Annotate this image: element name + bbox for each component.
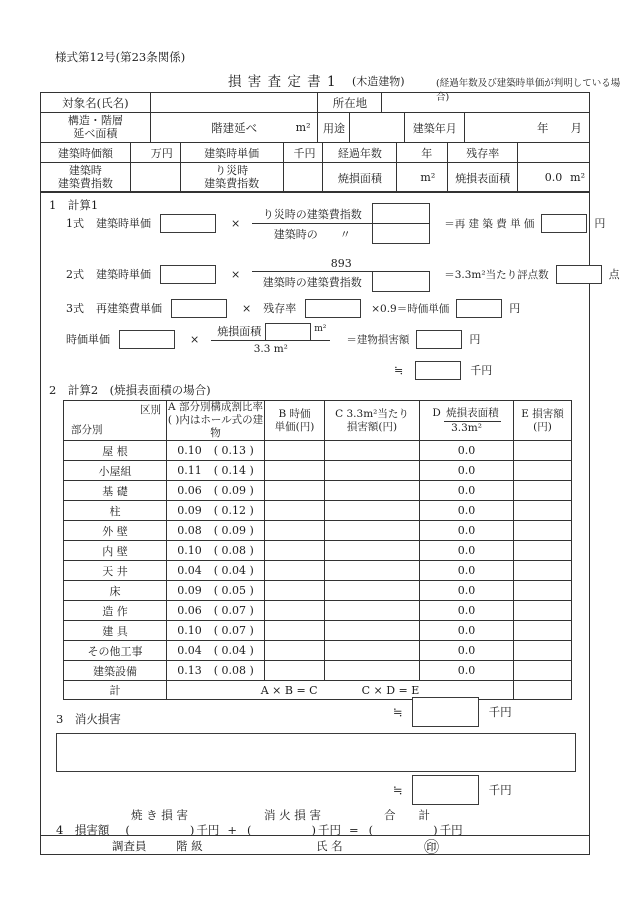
main-calculation-box — [40, 191, 620, 856]
eq3-times-sign: × — [242, 301, 252, 315]
parts-table-body — [64, 441, 572, 681]
corner-header-cell — [64, 401, 167, 441]
part-label: 外 壁 — [64, 521, 167, 541]
eq4-result-label: ＝建物損害額 — [346, 333, 410, 346]
ratio-cell — [167, 441, 265, 461]
eq2-lhs-label: 建築時単価 — [96, 268, 151, 281]
e-damage-cell[interactable] — [514, 541, 572, 561]
equation-4-approx — [394, 360, 492, 380]
e-damage-cell[interactable] — [514, 501, 572, 521]
d-burned-surface-value: 0.0 — [420, 481, 514, 501]
rank-label: 階 級 — [176, 839, 203, 853]
table-row — [64, 641, 572, 661]
d-burned-surface-value: 0.0 — [420, 541, 514, 561]
hall-ratio-value: ( 0.14 ) — [213, 464, 254, 478]
name-label: 氏 名 — [316, 839, 343, 853]
calc2-total-field[interactable] — [412, 697, 479, 727]
built-unit-price-label: 建築時単価 — [181, 143, 284, 163]
ratio-value: 0.06 — [177, 484, 202, 498]
eq2-points-unit: 点 — [608, 268, 620, 281]
eq1-lhs-label: 建築時単価 — [96, 217, 151, 230]
corner-top-label: 区別 — [140, 404, 161, 416]
b-unit-price-cell[interactable] — [265, 661, 325, 681]
approx-sign: ≒ — [393, 705, 403, 719]
thousand-yen-unit: 千円 — [470, 364, 493, 377]
burned-area-label: 焼損面積 — [323, 163, 397, 193]
ratio-cell — [167, 481, 265, 501]
table-row — [64, 501, 572, 521]
header-row-1 — [41, 93, 590, 113]
ratio-value: 0.10 — [177, 544, 202, 558]
c-damage-cell[interactable] — [325, 521, 420, 541]
floors-area-field[interactable] — [151, 113, 319, 143]
surveyor-label: 調査員 — [112, 839, 147, 853]
usage-label: 用途 — [318, 113, 350, 143]
d-burned-surface-value: 0.0 — [420, 501, 514, 521]
b-unit-price-cell[interactable] — [265, 541, 325, 561]
b-unit-price-cell[interactable] — [265, 501, 325, 521]
built-value-field[interactable]: 万円 — [131, 143, 181, 163]
section4-label: 4 損害額 — [56, 823, 110, 837]
table-row — [64, 621, 572, 641]
table-row — [64, 441, 572, 461]
calc2-approx-row — [393, 697, 512, 727]
section4-formula-row: 4 損害額 ( ) 千円 + ( ) 千円 = ( ) 千円 — [56, 823, 463, 837]
eq2-number: 2式 — [66, 268, 84, 281]
equals-sign: = — [348, 823, 359, 837]
ratio-cell — [167, 541, 265, 561]
eq4-yen-unit: 円 — [469, 333, 481, 346]
hall-ratio-value: ( 0.07 ) — [213, 624, 254, 638]
e-damage-cell[interactable] — [514, 621, 572, 641]
floors-text: 階建延べ — [211, 120, 258, 135]
eq3-result-field[interactable] — [456, 299, 502, 318]
building-damage-thousand-yen-field[interactable] — [415, 361, 461, 380]
hall-ratio-value: ( 0.04 ) — [213, 564, 254, 578]
eq3-yen-unit: 円 — [509, 302, 521, 315]
ratio-value: 0.09 — [177, 504, 202, 518]
eq3-result-label: ×0.9＝時価単価 — [371, 302, 450, 315]
eq1-result-label: ＝再 建 築 費 単 価 — [444, 217, 535, 230]
e-damage-cell[interactable] — [514, 561, 572, 581]
d-burned-surface-value: 0.0 — [420, 561, 514, 581]
eq1-times-sign: × — [231, 216, 241, 230]
ratio-value: 0.10 — [177, 444, 202, 458]
c-damage-cell[interactable] — [325, 641, 420, 661]
table-row — [64, 521, 572, 541]
table-row — [64, 481, 572, 501]
section3-approx-row — [393, 775, 512, 805]
hall-ratio-value: ( 0.04 ) — [213, 644, 254, 658]
eq1-denominator-label: 建築時の 〃 — [273, 227, 351, 241]
subtitle-building-type: (木造建物) — [352, 75, 405, 88]
built-date-label: 建築年月 — [405, 113, 465, 143]
eq2-fraction — [252, 257, 430, 292]
c-damage-cell[interactable] — [325, 501, 420, 521]
month-unit: 月 — [570, 120, 582, 135]
table-row — [64, 581, 572, 601]
c-damage-cell[interactable] — [325, 461, 420, 481]
total-label: 計 — [64, 681, 167, 700]
d-burned-surface-value: 0.0 — [420, 521, 514, 541]
part-label: 造 作 — [64, 601, 167, 621]
e-damage-cell[interactable] — [514, 581, 572, 601]
structure-area-label: 構造・階層 延べ面積 — [41, 113, 151, 143]
table-header-row — [64, 401, 572, 441]
eq1-unit-price-field[interactable] — [160, 214, 216, 233]
c-damage-cell[interactable] — [325, 621, 420, 641]
b-unit-price-cell[interactable] — [265, 641, 325, 661]
b-unit-price-cell[interactable] — [265, 521, 325, 541]
usage-field[interactable] — [350, 113, 405, 143]
formula-cde: C × D = E — [361, 683, 420, 697]
ratio-cell — [167, 621, 265, 641]
location-label: 所在地 — [318, 93, 382, 113]
section3-label: 3 消火損害 — [56, 712, 121, 726]
table-row — [64, 561, 572, 581]
hall-ratio-value: ( 0.08 ) — [213, 544, 254, 558]
hall-ratio-value: ( 0.13 ) — [213, 444, 254, 458]
eq4-current-price-field[interactable] — [119, 330, 175, 349]
header-table — [40, 92, 590, 193]
form-number: 様式第12号(第23条関係) — [55, 50, 186, 64]
section2-label: 2 計算2 (焼損表面積の場合) — [49, 383, 211, 397]
ratio-value: 0.04 — [177, 564, 202, 578]
formula-abc: A × B = C — [260, 683, 318, 697]
extinguishing-damage-notes-field[interactable] — [56, 733, 576, 772]
eq2-denominator-label: 建築時の建築費指数 — [262, 275, 362, 289]
eq4-lhs-label: 時価単価 — [66, 333, 110, 346]
subtitle-condition: (経過年数及び建築時単価が判明している場合) — [436, 78, 621, 103]
header-row-2 — [41, 113, 590, 143]
burned-area-field[interactable]: m² — [397, 163, 448, 193]
d-burned-surface-value: 0.0 — [420, 661, 514, 681]
page-title: 損 害 査 定 書 1 — [228, 74, 337, 90]
burned-surface-label: 焼損表面積 — [448, 163, 518, 193]
hall-ratio-value: ( 0.09 ) — [213, 524, 254, 538]
eq2-result-label: ＝3.3m²当たり評点数 — [444, 268, 549, 281]
eq4-burned-area-field[interactable] — [265, 323, 311, 340]
col-e-header: E 損害額(円) — [514, 401, 572, 441]
ratio-value: 0.04 — [177, 644, 202, 658]
header-row-3 — [41, 143, 590, 163]
hall-ratio-value: ( 0.12 ) — [213, 504, 254, 518]
col-b-header: B 時価 単価(円) — [265, 401, 325, 441]
eq3-number: 3式 — [66, 302, 84, 315]
table-row — [64, 461, 572, 481]
burned-surface-unit: m² — [570, 171, 585, 184]
b-unit-price-cell[interactable] — [265, 581, 325, 601]
eq2-result-field[interactable] — [556, 265, 602, 284]
built-index-label: 建築時 建築費指数 — [41, 163, 131, 193]
table-row — [64, 661, 572, 681]
approx-sign: ≒ — [393, 783, 403, 797]
surveyor-footer-row — [41, 835, 589, 855]
d-burned-surface-value: 0.0 — [420, 461, 514, 481]
target-name-field[interactable] — [151, 93, 319, 113]
built-date-field[interactable] — [465, 113, 590, 143]
d-burned-surface-value: 0.0 — [420, 601, 514, 621]
c-damage-cell[interactable] — [325, 661, 420, 681]
ratio-cell — [167, 641, 265, 661]
target-name-label: 対象名(氏名) — [41, 93, 151, 113]
ratio-cell — [167, 461, 265, 481]
e-damage-cell[interactable] — [514, 481, 572, 501]
part-label: 床 — [64, 581, 167, 601]
eq1-yen-unit: 円 — [594, 217, 606, 230]
eq1-numerator-field[interactable] — [372, 203, 430, 223]
extinguish-damage-label: 消 火 損 害 — [264, 808, 321, 822]
burn-damage-label: 焼 き 損 害 — [131, 808, 188, 822]
built-index-field[interactable] — [131, 163, 181, 193]
plus-sign: + — [227, 823, 237, 837]
e-damage-cell[interactable] — [514, 601, 572, 621]
ratio-cell — [167, 521, 265, 541]
c-damage-cell[interactable] — [325, 581, 420, 601]
part-label: 柱 — [64, 501, 167, 521]
d-burned-surface-value: 0.0 — [420, 641, 514, 661]
eq4-numerator-unit: m² — [314, 324, 327, 334]
corner-bottom-label: 部分別 — [71, 424, 103, 437]
eq1-fraction — [252, 203, 430, 244]
eq4-numerator-label: 焼損面積 — [217, 325, 262, 338]
thousand-yen-unit: 千円 — [488, 783, 512, 797]
remain-rate-field[interactable] — [518, 143, 590, 163]
b-unit-price-cell[interactable] — [265, 441, 325, 461]
e-damage-cell[interactable] — [514, 641, 572, 661]
ratio-cell — [167, 501, 265, 521]
year-unit: 年 — [537, 120, 549, 135]
ratio-cell — [167, 581, 265, 601]
d-burned-surface-value: 0.0 — [420, 441, 514, 461]
eq3-rebuild-price-field[interactable] — [171, 299, 227, 318]
eq4-times-sign: × — [190, 332, 200, 346]
burned-surface-value-cell — [518, 163, 590, 193]
c-damage-cell[interactable] — [325, 481, 420, 501]
b-unit-price-cell[interactable] — [265, 601, 325, 621]
header-row-4 — [41, 163, 590, 193]
e-damage-cell[interactable] — [514, 661, 572, 681]
b-unit-price-cell[interactable] — [265, 481, 325, 501]
eq2-unit-price-field[interactable] — [160, 265, 216, 284]
seal-mark: ㊞ — [424, 838, 440, 856]
grand-total-label: 合 計 — [384, 808, 430, 822]
eq3-remain-rate-field[interactable] — [305, 299, 361, 318]
part-label: 天 井 — [64, 561, 167, 581]
burned-surface-value: 0.0 — [544, 171, 563, 184]
thousand-yen-unit: 千円 — [488, 705, 512, 719]
thousand-yen-unit: 千円 — [317, 823, 341, 837]
b-unit-price-cell[interactable] — [265, 561, 325, 581]
eq2-times-sign: × — [231, 267, 241, 281]
c-damage-cell[interactable] — [325, 541, 420, 561]
equation-2 — [66, 254, 620, 294]
thousand-yen-unit: 千円 — [439, 823, 463, 837]
ratio-value: 0.08 — [177, 524, 202, 538]
part-label: 内 壁 — [64, 541, 167, 561]
eq4-result-field[interactable] — [416, 330, 462, 349]
e-damage-cell[interactable] — [514, 441, 572, 461]
equation-3 — [66, 298, 520, 318]
hall-ratio-value: ( 0.09 ) — [213, 484, 254, 498]
built-value-label: 建築時価額 — [41, 143, 131, 163]
part-label: 建築設備 — [64, 661, 167, 681]
equation-4 — [66, 320, 480, 358]
disaster-index-field[interactable] — [284, 163, 324, 193]
ratio-value: 0.10 — [177, 624, 202, 638]
table-row — [64, 541, 572, 561]
col-c-header: C 3.3m²当たり 損害額(円) — [325, 401, 420, 441]
eq1-numerator-label: り災時の建築費指数 — [262, 207, 362, 221]
section1-label: 1 計算1 — [49, 198, 99, 212]
extinguishing-damage-total-field[interactable] — [412, 775, 479, 805]
b-unit-price-cell[interactable] — [265, 461, 325, 481]
thousand-yen-unit: 千円 — [196, 823, 220, 837]
hall-ratio-value: ( 0.05 ) — [213, 584, 254, 598]
c-damage-cell[interactable] — [325, 601, 420, 621]
eq3-remain-rate-label: 残存率 — [263, 302, 297, 315]
ratio-value: 0.09 — [177, 584, 202, 598]
eq1-denominator-field[interactable] — [372, 224, 430, 244]
part-label: 屋 根 — [64, 441, 167, 461]
e-damage-cell[interactable] — [514, 461, 572, 481]
b-unit-price-cell[interactable] — [265, 621, 325, 641]
ratio-cell — [167, 601, 265, 621]
col-a-header: A 部分別構成割比率 ( )内はホール式の建物 — [167, 401, 264, 440]
eq2-denominator-field[interactable] — [372, 272, 430, 292]
approx-sign: ≒ — [394, 363, 404, 377]
part-label: その他工事 — [64, 641, 167, 661]
part-label: 小屋組 — [64, 461, 167, 481]
elapsed-years-label: 経過年数 — [323, 143, 397, 163]
d-burned-surface-value: 0.0 — [420, 581, 514, 601]
hall-ratio-value: ( 0.07 ) — [213, 604, 254, 618]
table-row — [64, 601, 572, 621]
col-d-header: D 焼損表面積 3.3m² — [420, 401, 514, 441]
built-unit-price-field[interactable]: 千円 — [284, 143, 324, 163]
ratio-value: 0.13 — [177, 664, 202, 678]
location-field[interactable] — [382, 93, 590, 113]
remain-rate-label: 残存率 — [448, 143, 518, 163]
ratio-cell — [167, 561, 265, 581]
floors-unit: m² — [295, 121, 311, 134]
d-burned-surface-value: 0.0 — [420, 621, 514, 641]
c-damage-cell[interactable] — [325, 441, 420, 461]
part-label: 建 具 — [64, 621, 167, 641]
eq3-lhs-label: 再建築費単価 — [96, 302, 162, 315]
c-damage-cell[interactable] — [325, 561, 420, 581]
e-damage-cell[interactable] — [514, 521, 572, 541]
ratio-value: 0.11 — [177, 464, 202, 478]
eq1-result-field[interactable] — [541, 214, 587, 233]
hall-ratio-value: ( 0.08 ) — [213, 664, 254, 678]
parts-damage-table — [63, 400, 572, 700]
elapsed-years-field[interactable]: 年 — [397, 143, 448, 163]
equation-1 — [66, 203, 605, 243]
eq4-fraction — [211, 323, 330, 355]
total-e-cell[interactable] — [514, 681, 572, 700]
eq2-numerator-value: 893 — [330, 256, 352, 270]
ratio-value: 0.06 — [177, 604, 202, 618]
ratio-cell — [167, 661, 265, 681]
eq1-number: 1式 — [66, 217, 84, 230]
part-label: 基 礎 — [64, 481, 167, 501]
eq4-denominator-value: 3.3 m² — [253, 343, 288, 355]
disaster-index-label: り災時 建築費指数 — [181, 163, 284, 193]
